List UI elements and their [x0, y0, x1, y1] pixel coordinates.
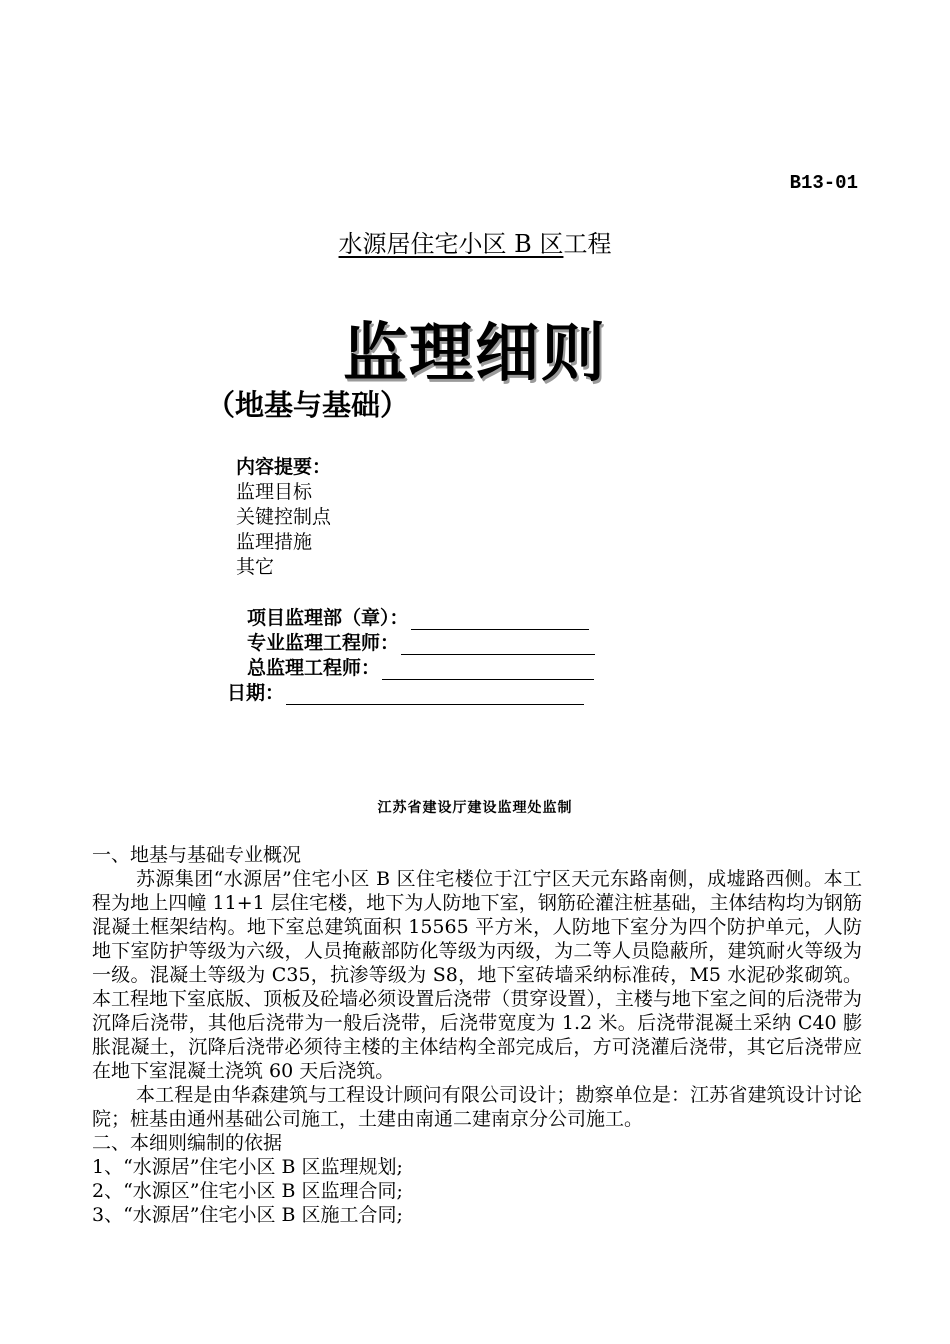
main-title: 监理细则 — [343, 317, 607, 391]
summary-heading: 内容提要： — [236, 456, 332, 478]
project-title — [0, 224, 950, 259]
issuer-line: 江苏省建设厅建设监理处监制 — [377, 800, 573, 816]
basis-item: 1、“水源居”住宅小区 B 区监理规划; — [92, 1156, 403, 1178]
signature-date-label: 日期： — [227, 682, 285, 704]
signature-date-line — [286, 686, 584, 705]
signature-engineer-label: 专业监理工程师： — [247, 632, 400, 654]
basis-item: 3、“水源居”住宅小区 B 区施工合同; — [92, 1204, 403, 1226]
signature-chief-label: 总监理工程师： — [247, 657, 381, 679]
signature-chief-row — [247, 653, 594, 680]
summary-item: 关键控制点 — [236, 506, 332, 528]
document-body — [92, 843, 862, 1227]
signature-engineer-row — [247, 628, 595, 655]
project-title-suffix: 工程 — [563, 230, 612, 258]
subtitle: （地基与基础） — [206, 388, 410, 422]
summary-item: 监理目标 — [236, 481, 313, 503]
section-heading: 二、本细则编制的依据 — [92, 1132, 283, 1154]
summary-item: 监理措施 — [236, 531, 313, 553]
body-paragraph: 苏源集团“水源居”住宅小区 B 区住宅楼位于江宁区天元东路南侧，成墟路西侧。本工程为地上四幢 11+1 层住宅楼，地下为人防地下室，钢筋砼灌注桩基础，主体结构均为钢筋混凝土框架结构。地下室总建筑面积 15565 平方米，人防地下室分为四个防护单元，人防地下室防护等级为六级，人员掩蔽部防化等级为丙级，为二等人员隐蔽所，建筑耐火等级为一级。混凝土等级为 C35，抗渗等级为 S8，地下室砖墙采纳标准砖，M5 水泥砂浆砌筑。本工程地下室底版、顶板及砼墙必须设置后浇带（贯穿设置），主楼与地下室之间的后浇带为沉降后浇带，其他后浇带为一般后浇带，后浇带宽度为 1.2 米。后浇带混凝土采纳 C40 膨胀混凝土，沉降后浇带必须待主楼的主体结构全部完成后，方可浇灌后浇带，其它后浇带应在地下室混凝土浇筑 60 天后浇筑。 — [92, 868, 862, 1082]
summary-item: 其它 — [236, 556, 275, 578]
body-paragraph: 本工程是由华森建筑与工程设计顾问有限公司设计；勘察单位是：江苏省建筑设计讨论院；桩基由通州基础公司施工，土建由南通二建南京分公司施工。 — [92, 1084, 862, 1130]
signature-dept-label: 项目监理部（章）： — [247, 607, 409, 629]
signature-date-row — [227, 678, 584, 705]
basis-item: 2、“水源区”住宅小区 B 区监理合同; — [92, 1180, 403, 1202]
signature-dept-row — [247, 603, 589, 630]
project-title-underlined: 水源居住宅小区 B 区 — [338, 230, 564, 258]
document-code: B13-01 — [789, 172, 858, 194]
section-heading: 一、地基与基础专业概况 — [92, 844, 302, 866]
